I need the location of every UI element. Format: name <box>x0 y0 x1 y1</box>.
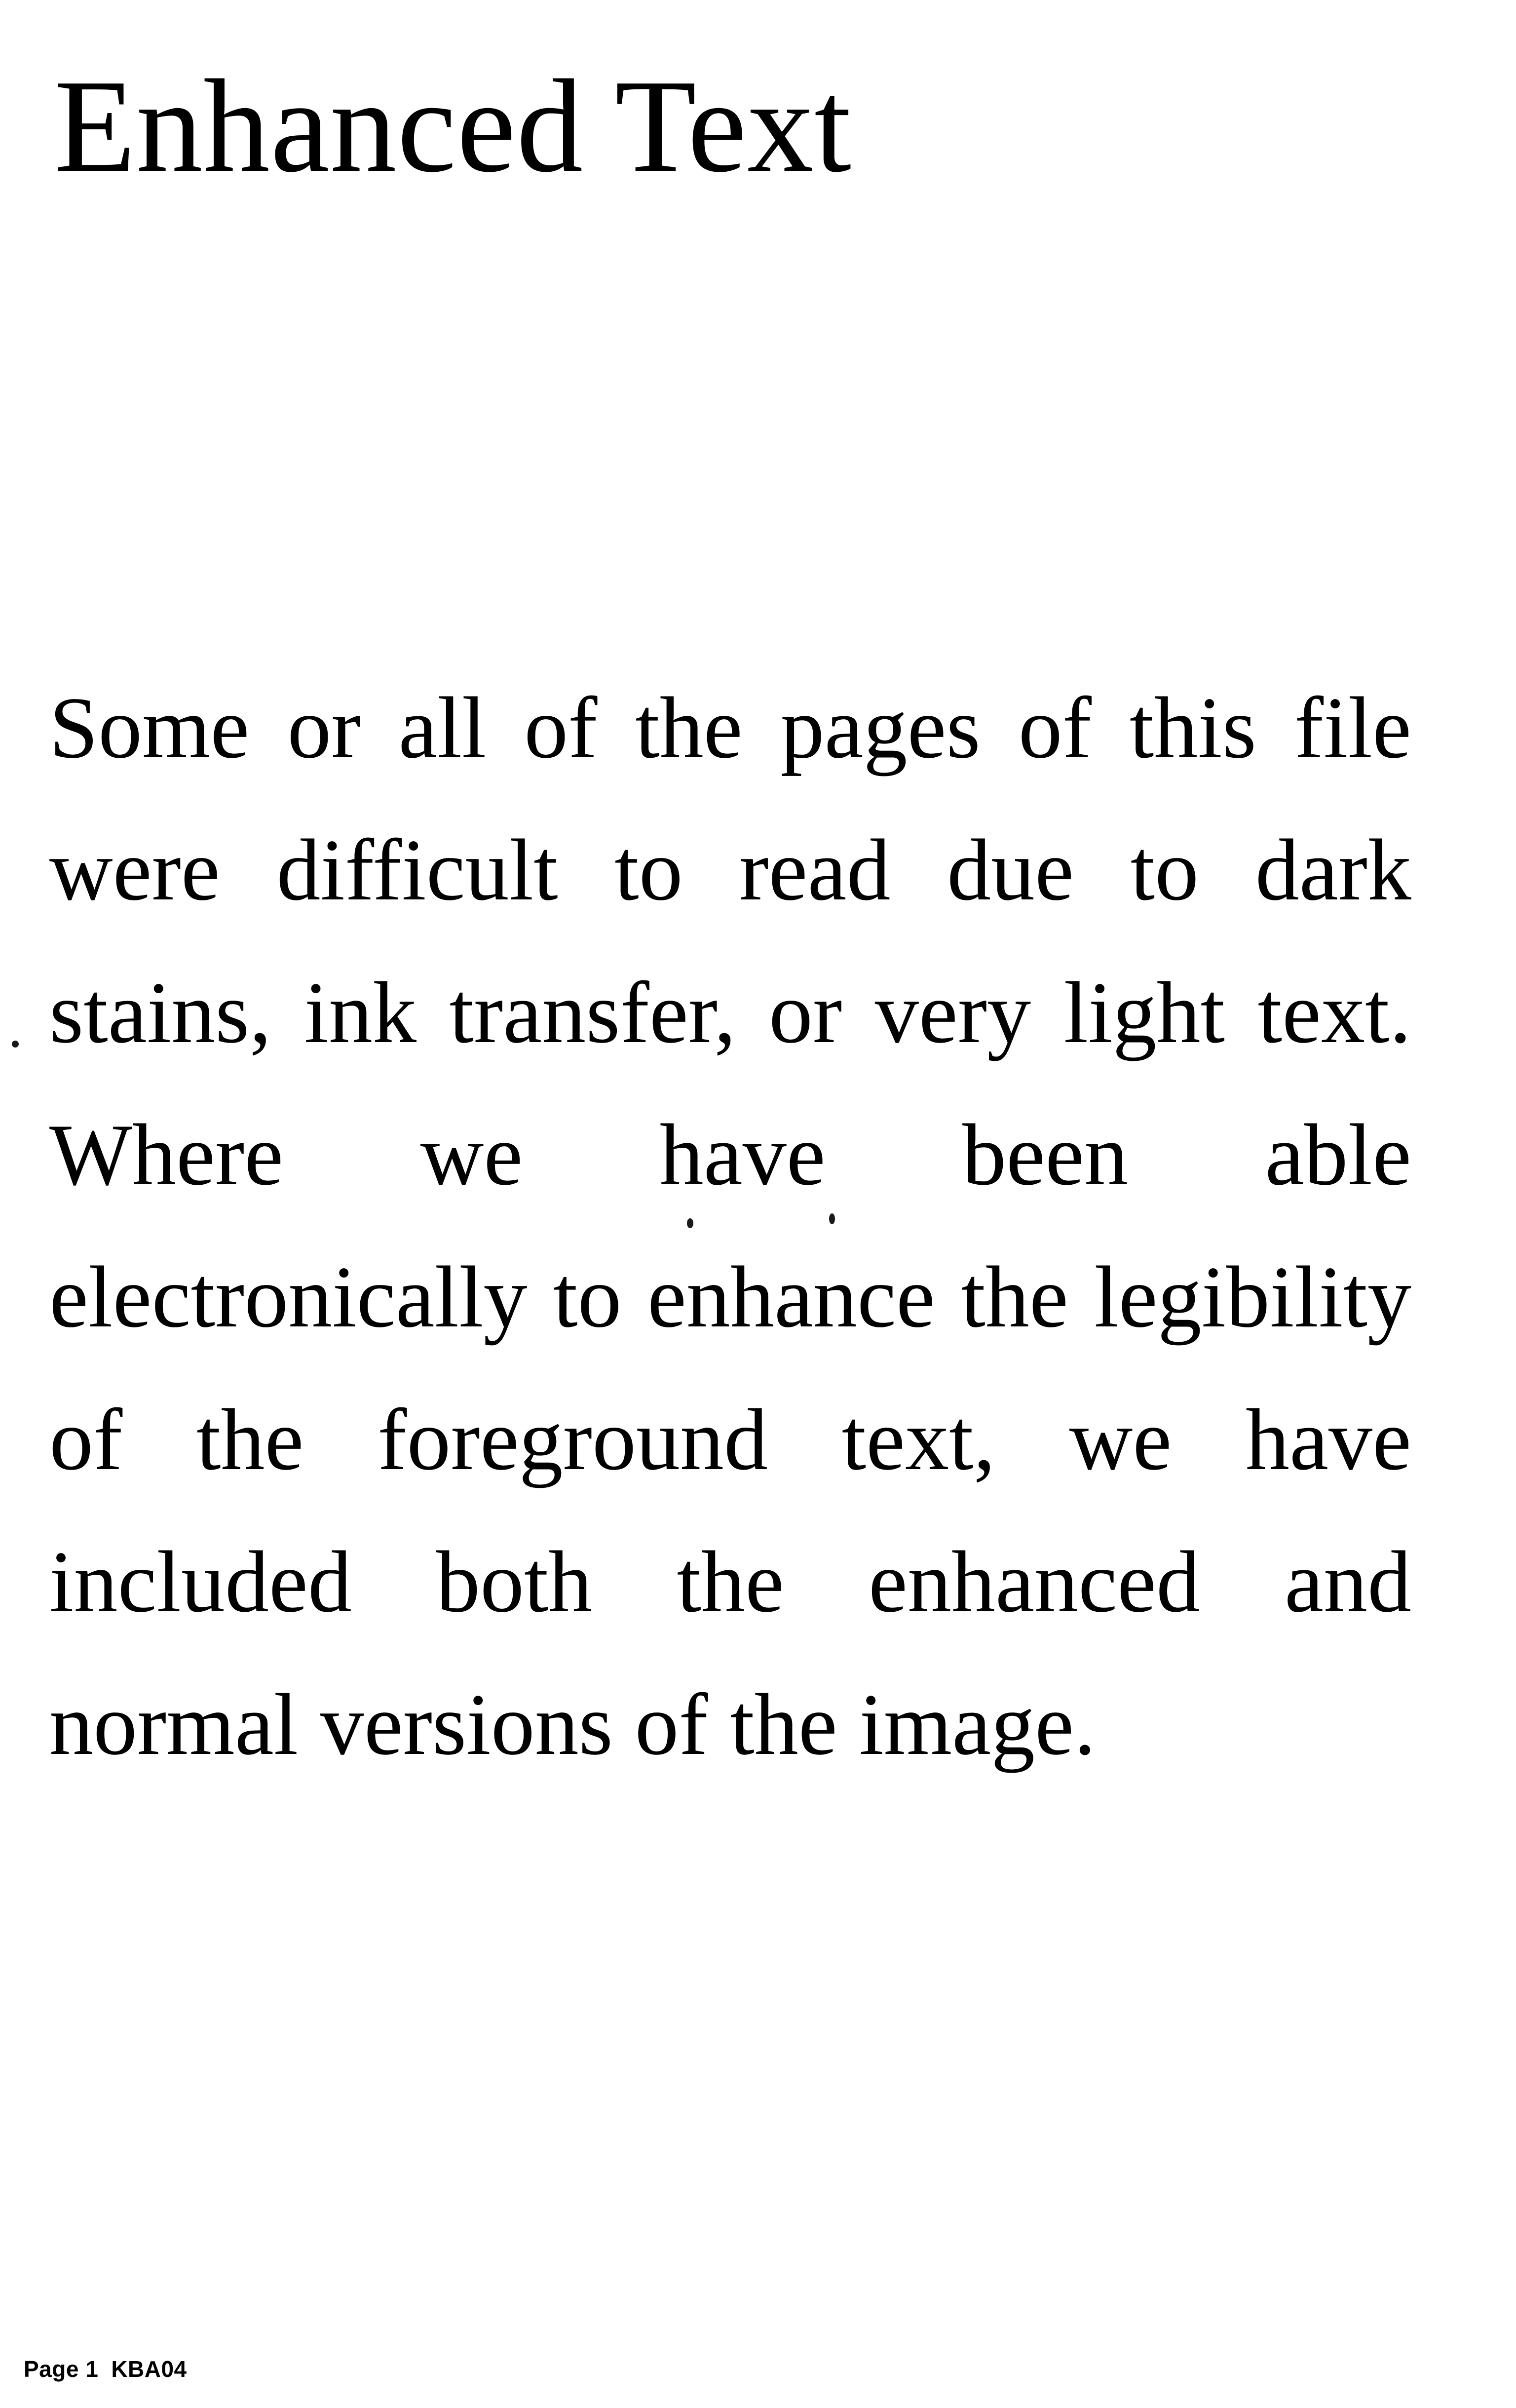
page-title: Enhanced Text <box>54 52 852 200</box>
page-footer <box>24 2356 187 2382</box>
footer-page-label: Page 1 <box>24 2356 99 2382</box>
footer-document-id: KBA04 <box>111 2356 187 2382</box>
body-paragraph: Some or all of the pages of this file were difficult to read due to dark stains, ink transfer, or very light text. Where we have been able electronically to enhance the legibility of the foreground text, we have included both the enhanced and normal versions of the image. <box>49 679 1411 1773</box>
scan-speck-left <box>12 1041 19 1048</box>
scan-speck-mid <box>687 1218 693 1228</box>
scan-speck-right <box>829 1213 835 1224</box>
